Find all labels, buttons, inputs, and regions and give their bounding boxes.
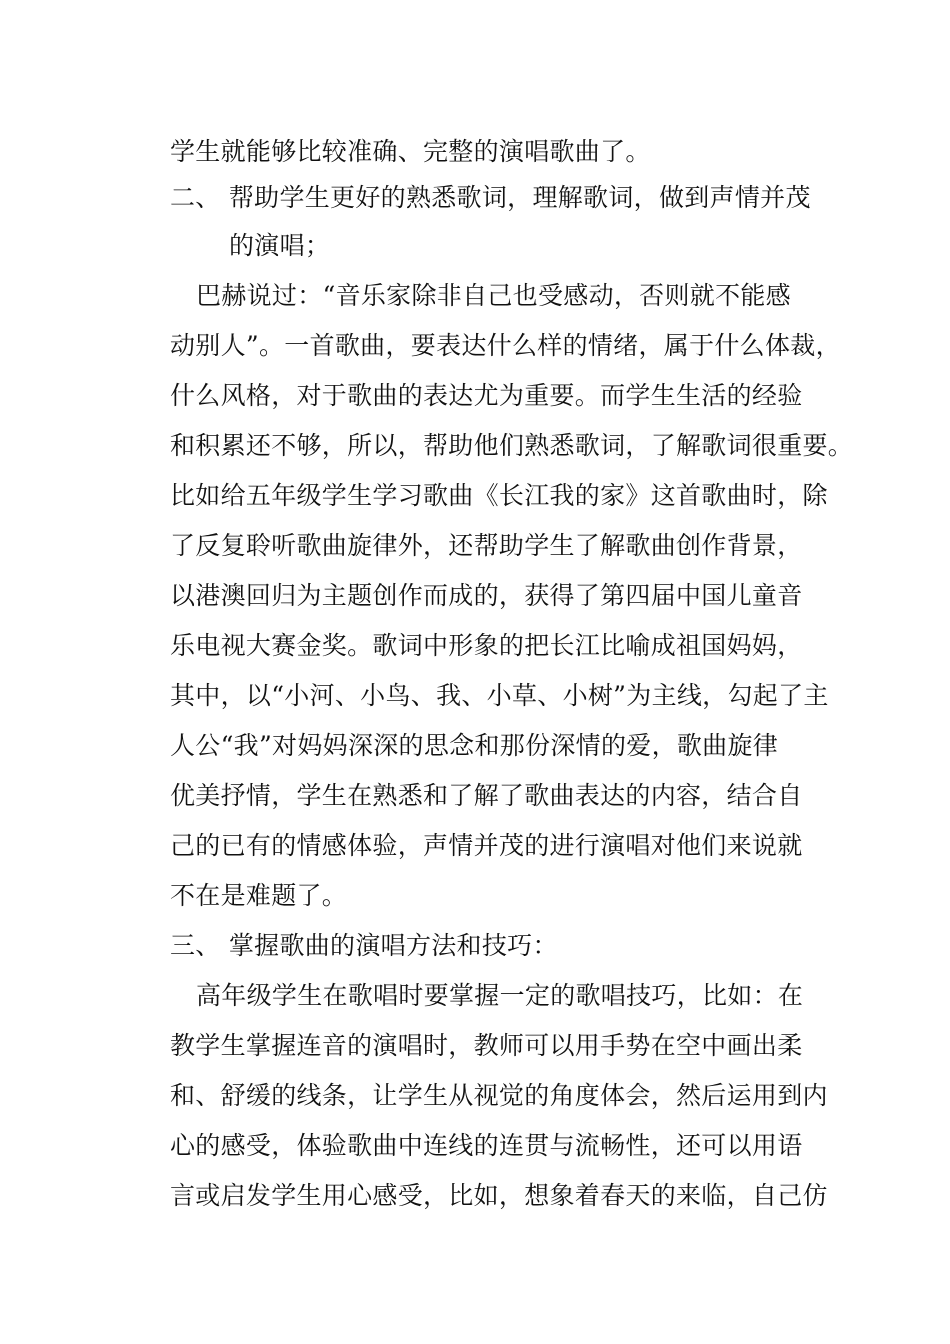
text-line: 己的已有的情感体验，声情并茂的进行演唱对他们来说就 xyxy=(170,831,803,860)
text-line: 学生就能够比较准确、完整的演唱歌曲了。 xyxy=(170,137,651,166)
text-line: 什么风格，对于歌曲的表达尤为重要。而学生生活的经验 xyxy=(170,381,803,410)
section-heading-2: 二、 帮助学生更好的熟悉歌词，理解歌词，做到声情并茂 xyxy=(170,183,811,212)
text-line: 和积累还不够，所以，帮助他们熟悉歌词，了解歌词很重要。 xyxy=(170,431,854,460)
text-line: 不在是难题了。 xyxy=(170,881,348,910)
text-line: 动别人”。一首歌曲，要表达什么样的情绪，属于什么体裁， xyxy=(170,331,841,360)
text-line: 优美抒情，学生在熟悉和了解了歌曲表达的内容，结合自 xyxy=(170,781,803,810)
text-line: 其中，以“小河、小鸟、我、小草、小树”为主线，勾起了主 xyxy=(170,681,829,710)
text-line: 言或启发学生用心感受，比如，想象着春天的来临，自己仿 xyxy=(170,1181,828,1210)
text-line: 高年级学生在歌唱时要掌握一定的歌唱技巧，比如：在 xyxy=(196,981,804,1010)
text-line: 比如给五年级学生学习歌曲《长江我的家》这首歌曲时，除 xyxy=(170,481,828,510)
text-line: 了反复聆听歌曲旋律外，还帮助学生了解歌曲创作背景， xyxy=(170,531,803,560)
text-line: 以港澳回归为主题创作而成的，获得了第四届中国儿童音 xyxy=(170,581,803,610)
text-line: 人公“我”对妈妈深深的思念和那份深情的爱，歌曲旋律 xyxy=(170,731,779,760)
text-line: 和、舒缓的线条，让学生从视觉的角度体会，然后运用到内 xyxy=(170,1081,828,1110)
text-line: 心的感受，体验歌曲中连线的连贯与流畅性，还可以用语 xyxy=(170,1131,803,1160)
text-line: 教学生掌握连音的演唱时，教师可以用手势在空中画出柔 xyxy=(170,1031,803,1060)
section-heading-3: 三、 掌握歌曲的演唱方法和技巧： xyxy=(170,931,558,960)
text-line: 的演唱； xyxy=(229,231,331,260)
text-line: 巴赫说过：“音乐家除非自己也受感动，否则就不能感 xyxy=(196,281,791,310)
text-line: 乐电视大赛金奖。歌词中形象的把长江比喻成祖国妈妈， xyxy=(170,631,803,660)
